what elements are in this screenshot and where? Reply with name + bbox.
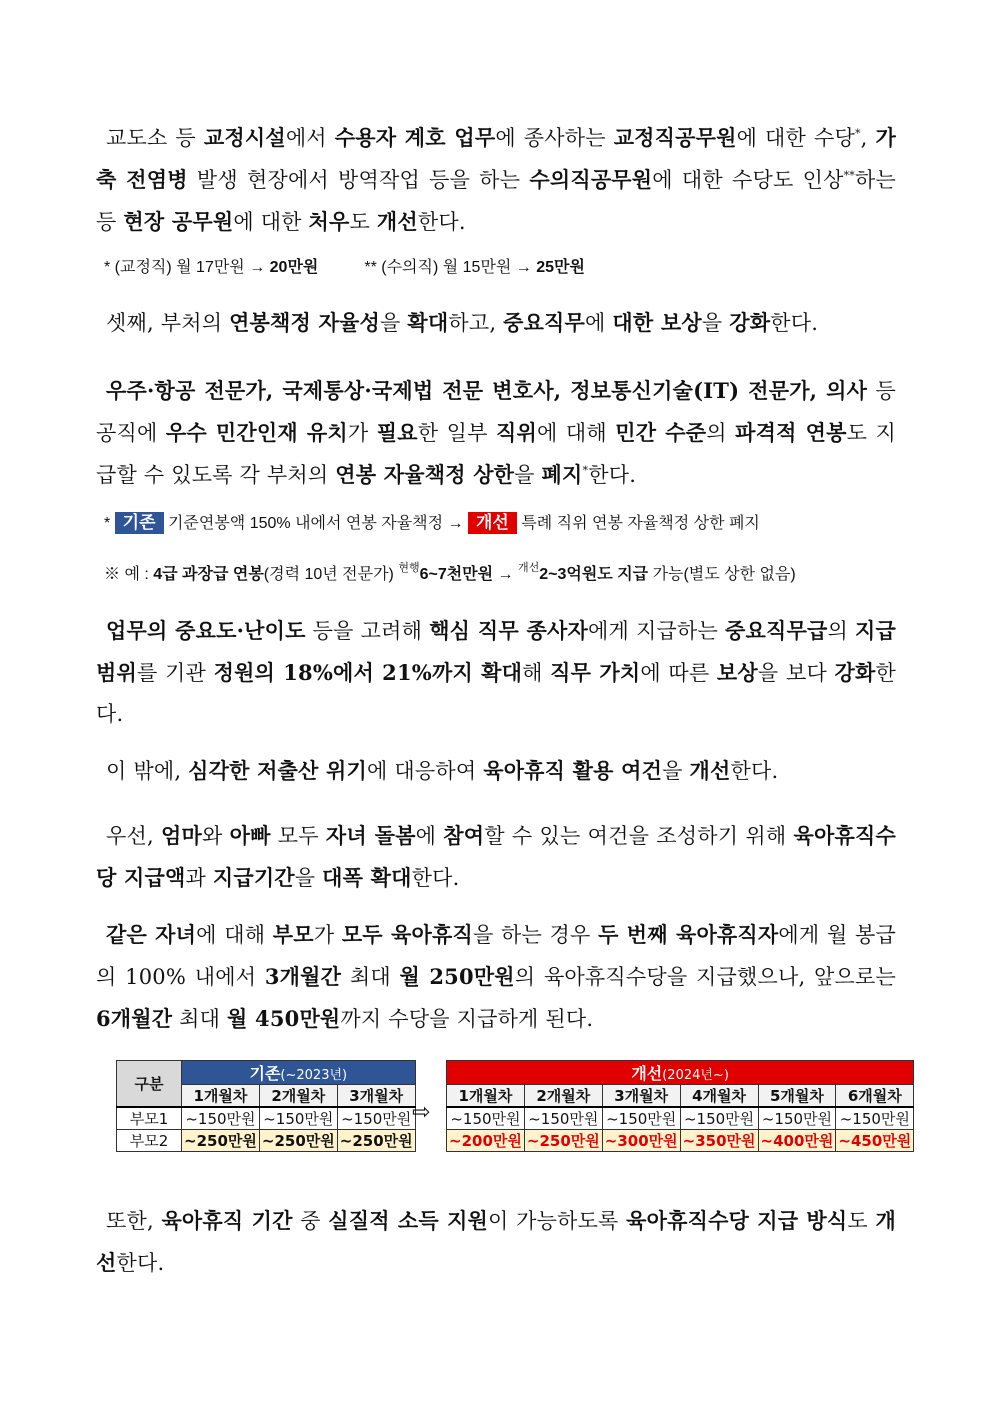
text: 최대 [341, 965, 400, 989]
text: 또한, [106, 1209, 162, 1233]
text: 한다. [588, 463, 637, 487]
title-sub: (~2023년) [280, 1068, 348, 1083]
emphasis: 자녀 돌봄 [325, 823, 416, 848]
emphasis: 확대 [407, 310, 449, 335]
text: 가 [313, 923, 342, 947]
emphasis: 대폭 확대 [322, 865, 412, 890]
text: → [493, 566, 518, 583]
emphasis: 부모 [272, 922, 314, 947]
emphasis: 6~7천만원 [419, 566, 494, 583]
emphasis: 강화 [729, 310, 771, 335]
text: 에서 [285, 126, 335, 150]
text: 이 가능하도록 [488, 1209, 627, 1233]
table-cell: ~150만원 [758, 1107, 836, 1130]
emphasis: 모두 육아휴직 [341, 922, 473, 947]
text: 발생 현장에서 방역작업 등을 하는 [187, 168, 530, 192]
text: 를 기관 [136, 661, 214, 685]
superscript: 현행 [398, 562, 420, 574]
paragraph-private-talent [96, 370, 896, 496]
month-header: 5개월차 [758, 1085, 836, 1108]
text: 에 대응하여 [367, 759, 484, 783]
table-cell: ~150만원 [447, 1107, 525, 1130]
text: 와 [202, 824, 230, 848]
emphasis: 연봉 자율책정 상한 [335, 462, 515, 487]
table-old-title [182, 1061, 416, 1085]
text: 을 [379, 311, 408, 335]
emphasis: 파격적 연봉 [735, 420, 847, 445]
emphasis: 엄마 [161, 823, 202, 848]
table-cell: ~150만원 [524, 1107, 602, 1130]
emphasis: 육아휴직수당 지급액 [96, 823, 896, 890]
emphasis: 민간 수준 [615, 420, 707, 445]
emphasis: 월 450만원 [227, 1006, 341, 1031]
emphasis: 개선 [376, 209, 418, 234]
text: 과 [185, 866, 213, 890]
text: 한다. [417, 210, 466, 234]
emphasis: 교정직공무원 [613, 125, 737, 150]
text: 에 대해 [536, 421, 616, 445]
emphasis: 육아휴직수당 지급 방식 [626, 1208, 848, 1233]
emphasis: 처우 [308, 209, 350, 234]
row-label: 부모2 [117, 1130, 182, 1152]
text: 에 [585, 311, 613, 335]
text: 을 [662, 759, 690, 783]
text: 하는 등 [96, 168, 896, 234]
emphasis: 2~3억원도 지급 [539, 566, 649, 583]
emphasis: 우수 민간인재 유치 [165, 420, 348, 445]
emphasis: 보상 [716, 660, 758, 685]
month-header: 1개월차 [182, 1085, 260, 1108]
text: 에게 지급하는 [587, 619, 726, 643]
emphasis: 두 번째 육아휴직자 [598, 922, 779, 947]
month-header: 4개월차 [680, 1085, 758, 1108]
emphasis: 필요 [376, 420, 418, 445]
emphasis: 우주·항공 전문가, 국제통상·국제법 전문 변호사, 정보통신기술(IT) 전문가, 의사 [106, 378, 868, 403]
text: * [104, 515, 115, 532]
table-cell: ~150만원 [602, 1107, 680, 1130]
text: 기준연봉액 150% 내에서 연봉 자율책정 → [163, 515, 468, 532]
text: 한다. [770, 311, 819, 335]
emphasis: 육아휴직 활용 여건 [483, 758, 663, 783]
text: ※ 예 : [104, 566, 154, 583]
emphasis: 개선 [96, 1208, 896, 1275]
table-cell: ~150만원 [337, 1107, 415, 1130]
emphasis: 아빠 [229, 823, 271, 848]
table-after [446, 1060, 914, 1152]
emphasis: 수용자 계호 업무 [334, 125, 496, 150]
text: 을 [701, 311, 730, 335]
text: 가 [347, 421, 377, 445]
title-sub: (2024년~) [662, 1068, 729, 1083]
text: 한다. [730, 759, 779, 783]
text: 에 [415, 824, 444, 848]
emphasis: 직무 가치 [550, 660, 641, 685]
emphasis: 연봉책정 자율성 [229, 310, 380, 335]
emphasis: 수의직공무원 [529, 167, 653, 192]
month-header: 2개월차 [259, 1085, 337, 1108]
emphasis: 폐지 [541, 462, 583, 487]
text: 셋째, 부처의 [106, 311, 230, 335]
text: 의 [706, 421, 736, 445]
emphasis: 실질적 소득 지원 [328, 1208, 489, 1233]
table-cell: ~150만원 [680, 1107, 758, 1130]
emphasis: 지급범위 [96, 618, 896, 685]
text: * (교정직) 월 17만원 → [104, 259, 270, 276]
text: 에 대한 [233, 210, 309, 234]
emphasis: 육아휴직 기간 [161, 1208, 293, 1233]
emphasis: 현장 공무원 [123, 209, 234, 234]
text: 을 [514, 463, 542, 487]
text: 의 육아휴직수당을 지급했으나, 앞으로는 [514, 965, 896, 989]
month-header: 3개월차 [337, 1085, 415, 1108]
emphasis: 가축 전염병 [96, 125, 896, 192]
table-cell: ~200만원 [447, 1130, 525, 1152]
note-allowance-amounts [104, 257, 904, 279]
table-cell: ~250만원 [524, 1130, 602, 1152]
paragraph-key-duty-pay [96, 610, 896, 735]
emphasis: 3개월간 [264, 964, 342, 989]
right-arrow-icon: ⇨ [412, 1100, 431, 1125]
paragraph-parental-leave-expand [96, 815, 896, 899]
text: 을 [294, 866, 323, 890]
paragraph-second-parent [96, 914, 896, 1040]
emphasis: 정원의 18%에서 21%까지 확대 [213, 660, 523, 685]
new-badge: 개선 [468, 512, 517, 534]
text: 에게 월 봉급의 100% 내에서 [96, 923, 896, 989]
text: 중 [292, 1209, 329, 1233]
text: 에 대한 수당 [736, 126, 855, 150]
text: 교도소 등 [106, 126, 204, 150]
table-cell: ~250만원 [337, 1130, 415, 1152]
text: 특례 직위 연봉 자율책정 상한 폐지 [516, 515, 760, 532]
text: 도 [349, 210, 377, 234]
text: 이 밖에, [106, 759, 189, 783]
text: 까지 수당을 지급하게 된다. [340, 1007, 594, 1031]
text: 한다. [96, 661, 896, 726]
emphasis: 중요직무 [503, 310, 586, 335]
text: 우선, [106, 824, 162, 848]
emphasis: 중요직무급 [725, 618, 828, 643]
paragraph-parental-leave-intro [96, 750, 896, 792]
table-cell: ~150만원 [836, 1107, 914, 1130]
emphasis: 핵심 직무 종사자 [429, 618, 588, 643]
month-header: 2개월차 [524, 1085, 602, 1108]
table-cell: ~400만원 [758, 1130, 836, 1152]
note-salary-cap [104, 512, 904, 535]
text: 등을 고려해 [305, 619, 430, 643]
text: 한다. [116, 1251, 165, 1275]
text: 가능(별도 상한 없음) [648, 566, 796, 583]
table-cell: ~250만원 [182, 1130, 260, 1152]
emphasis: 4급 과장급 연봉 [153, 566, 264, 583]
text: , [860, 126, 876, 150]
text: (경력 10년 전문가) [263, 566, 399, 583]
text: 모두 [270, 824, 326, 848]
text: 도 [847, 1209, 876, 1233]
month-header: 3개월차 [602, 1085, 680, 1108]
month-header: 1개월차 [447, 1085, 525, 1108]
paragraph-salary-autonomy [96, 302, 896, 344]
text: 에 종사하는 [495, 126, 614, 150]
emphasis: 심각한 저출산 위기 [188, 758, 368, 783]
emphasis: 업무의 중요도·난이도 [106, 618, 306, 643]
table-cell: ~450만원 [836, 1130, 914, 1152]
table-before [116, 1060, 416, 1152]
text: ** (수의직) 월 15만원 → [364, 259, 537, 276]
emphasis: 월 250만원 [399, 964, 515, 989]
table-corner: 구분 [117, 1061, 182, 1108]
table-cell: ~250만원 [259, 1130, 337, 1152]
emphasis: 교정시설 [203, 125, 286, 150]
table-cell: ~350만원 [680, 1130, 758, 1152]
text: 을 보다 [757, 661, 835, 685]
text: 해 [522, 661, 551, 685]
old-badge: 기존 [115, 512, 164, 534]
paragraph-field-worker-allowance [96, 117, 896, 243]
text: 을 하는 경우 [472, 923, 599, 947]
emphasis: 개선 [689, 758, 731, 783]
title-text: 기존 [249, 1064, 281, 1083]
row-label: 부모1 [117, 1107, 182, 1130]
table-cell: ~150만원 [182, 1107, 260, 1130]
text: 에 대해 [196, 923, 273, 947]
footnote-mark: ** [843, 169, 855, 182]
text: 하고, [448, 311, 504, 335]
table-new-title [447, 1061, 914, 1085]
emphasis: 대한 보상 [612, 310, 702, 335]
superscript: 개선 [517, 562, 540, 574]
month-header: 6개월차 [836, 1085, 914, 1108]
emphasis: 직위 [495, 420, 537, 445]
text: 도 지급할 수 있도록 각 부처의 [96, 421, 896, 487]
footnote-mark: * [582, 464, 589, 477]
paragraph-payment-method [96, 1200, 896, 1284]
text: 등 공직에 [96, 379, 896, 445]
emphasis: 같은 자녀 [106, 922, 197, 947]
text: 할 수 있는 여건을 조성하기 위해 [484, 824, 794, 848]
emphasis: 20만원 [269, 259, 319, 276]
emphasis: 강화 [834, 660, 876, 685]
emphasis: 지급기간 [212, 865, 295, 890]
text: 최대 [172, 1007, 228, 1031]
emphasis: 25만원 [536, 259, 585, 276]
emphasis: 참여 [443, 823, 485, 848]
text: 한다. [411, 866, 460, 890]
note-example [104, 564, 904, 586]
text: 의 [827, 619, 855, 643]
table-cell: ~150만원 [259, 1107, 337, 1130]
table-cell: ~300만원 [602, 1130, 680, 1152]
emphasis: 6개월간 [96, 1006, 173, 1031]
footnote-mark: * [854, 127, 861, 140]
text: 한 일부 [417, 421, 496, 445]
text: 에 대한 수당도 인상 [652, 168, 844, 192]
title-text: 개선 [631, 1064, 663, 1083]
text: 에 따른 [640, 661, 717, 685]
